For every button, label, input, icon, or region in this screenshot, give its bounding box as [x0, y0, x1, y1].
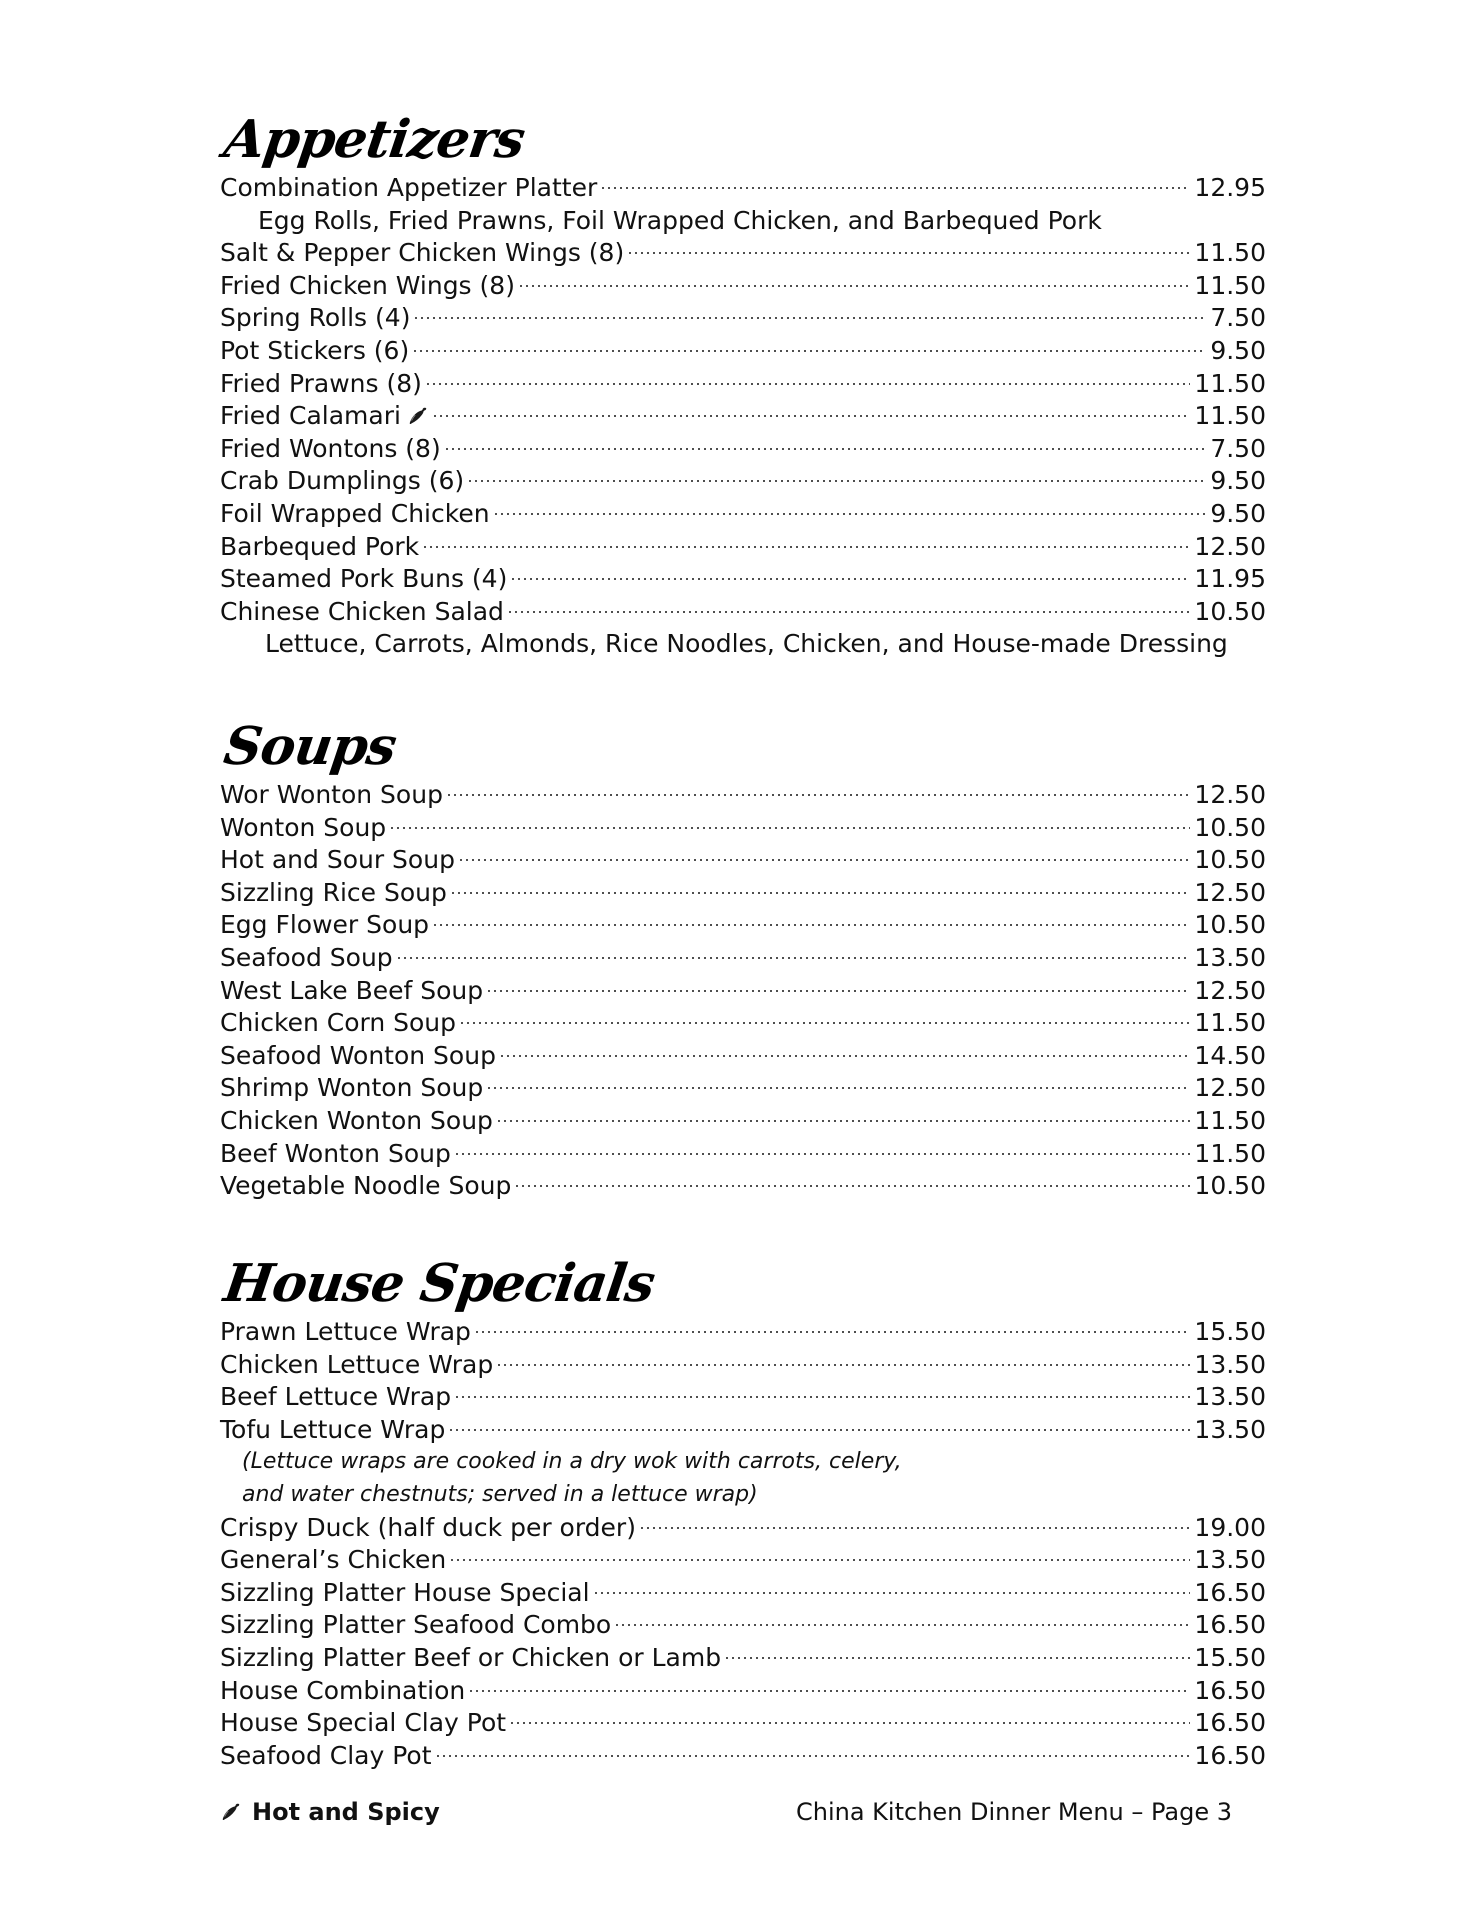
item-price: 16.50: [1194, 1577, 1266, 1607]
item-price: 11.50: [1194, 270, 1266, 300]
item-price: 11.50: [1194, 1138, 1266, 1168]
lettuce-wrap-note: and water chestnuts; served in a lettuce wrap): [242, 1481, 758, 1507]
dot-leader: [444, 448, 1207, 450]
page-label: China Kitchen Dinner Menu – Page 3: [796, 1798, 1232, 1826]
menu-item: [220, 1007, 1266, 1040]
menu-item: [220, 1609, 1266, 1642]
menu-item: [220, 1707, 1266, 1740]
menu-item: [220, 877, 1266, 910]
dot-leader: [593, 1592, 1191, 1594]
item-name: Sizzling Rice Soup: [220, 877, 447, 907]
item-description: Lettuce, Carrots, Almonds, Rice Noodles, Chicken, and House-made Dressing: [265, 629, 1228, 659]
item-price: 13.50: [1194, 1382, 1266, 1412]
item-price: 12.50: [1194, 1073, 1266, 1103]
dot-leader: [454, 1396, 1190, 1398]
dot-leader: [454, 1153, 1191, 1155]
dot-leader: [412, 350, 1206, 352]
item-price: 7.50: [1210, 303, 1266, 333]
item-price: 15.50: [1194, 1317, 1266, 1346]
item-name: Seafood Wonton Soup: [220, 1040, 496, 1070]
item-name: Wor Wonton Soup: [220, 780, 443, 809]
menu-item: [220, 1740, 1266, 1773]
menu-item: [220, 400, 1266, 433]
item-price: 10.50: [1194, 1171, 1266, 1201]
dot-leader: [507, 611, 1191, 613]
dot-leader: [413, 317, 1206, 319]
item-name: Sizzling Platter Beef or Chicken or Lamb: [220, 1642, 722, 1672]
dot-leader: [486, 990, 1190, 992]
dot-leader: [468, 1690, 1190, 1692]
house-specials-list: [220, 1316, 1266, 1772]
menu-item: [220, 844, 1266, 877]
menu-item: [220, 1577, 1266, 1610]
item-price: 12.50: [1194, 975, 1266, 1005]
menu-item: [220, 172, 1266, 205]
page-footer: [220, 1794, 1232, 1830]
item-price: 10.50: [1194, 812, 1266, 842]
dot-leader: [514, 1185, 1190, 1187]
item-price: 10.50: [1194, 845, 1266, 875]
chili-pepper-icon: [407, 405, 429, 427]
dot-leader: [474, 1331, 1190, 1333]
item-name: Chicken Wonton Soup: [220, 1105, 493, 1135]
menu-item: [220, 1105, 1266, 1138]
soups-list: [220, 779, 1266, 1203]
item-name: Shrimp Wonton Soup: [220, 1073, 484, 1103]
item-name: Beef Lettuce Wrap: [220, 1382, 452, 1412]
item-price: 9.50: [1210, 498, 1266, 528]
dot-leader: [496, 1120, 1191, 1122]
item-name: Egg Flower Soup: [220, 910, 430, 940]
item-name: Seafood Soup: [220, 942, 393, 972]
dot-leader: [614, 1624, 1190, 1626]
dot-leader: [458, 859, 1190, 861]
item-name: House Special Clay Pot: [220, 1708, 507, 1738]
menu-item: [220, 1512, 1266, 1545]
item-name: Pot Stickers (6): [220, 335, 410, 365]
dot-leader: [389, 827, 1190, 829]
item-name: Fried Calamari: [220, 400, 429, 433]
item-price: 19.00: [1194, 1512, 1266, 1542]
dot-leader: [518, 285, 1190, 287]
item-name: Fried Prawns (8): [220, 368, 422, 398]
item-name: Chinese Chicken Salad: [220, 596, 504, 626]
dot-leader: [486, 1087, 1190, 1089]
dot-leader: [467, 480, 1206, 482]
dot-leader: [449, 1559, 1190, 1561]
dot-leader: [510, 578, 1190, 580]
dot-leader: [396, 957, 1191, 959]
item-name: Steamed Pork Buns (4): [220, 564, 508, 594]
item-name: General’s Chicken: [220, 1545, 447, 1575]
menu-item: [220, 335, 1266, 368]
item-name: Foil Wrapped Chicken: [220, 498, 490, 528]
menu-item: [220, 1675, 1266, 1708]
dot-leader: [639, 1527, 1190, 1529]
item-name: Spring Rolls (4): [220, 303, 411, 333]
item-name: Tofu Lettuce Wrap: [220, 1414, 446, 1444]
item-price: 7.50: [1210, 433, 1266, 463]
house-specials-section: [220, 1252, 1266, 1772]
menu-item: [220, 1381, 1266, 1414]
dot-leader: [425, 383, 1191, 385]
dot-leader: [496, 1364, 1190, 1366]
item-price: 10.50: [1194, 596, 1266, 626]
item-name: Wonton Soup: [220, 812, 387, 842]
item-name: Vegetable Noodle Soup: [220, 1171, 512, 1201]
dot-leader: [435, 1755, 1191, 1757]
item-name: Beef Wonton Soup: [220, 1138, 451, 1168]
hot-and-spicy-legend: [220, 1794, 440, 1830]
menu-item: [220, 1414, 1266, 1447]
menu-item: [220, 302, 1266, 335]
item-price: 10.50: [1194, 910, 1266, 940]
appetizers-title: Appetizers: [220, 109, 529, 170]
item-price: 13.50: [1194, 1349, 1266, 1379]
menu-item: [220, 1170, 1266, 1203]
dot-leader: [448, 1429, 1190, 1431]
item-price: 11.95: [1194, 564, 1266, 594]
menu-item: [220, 975, 1266, 1008]
menu-item: [220, 1316, 1266, 1349]
item-name: Fried Chicken Wings (8): [220, 270, 515, 300]
item-description: Egg Rolls, Fried Prawns, Foil Wrapped Chicken, and Barbequed Pork: [258, 205, 1102, 235]
item-price: 13.50: [1194, 942, 1266, 972]
item-price: 15.50: [1194, 1642, 1266, 1672]
item-price: 16.50: [1194, 1610, 1266, 1640]
menu-item: [220, 1349, 1266, 1382]
lettuce-wrap-note: (Lettuce wraps are cooked in a dry wok with carrots, celery,: [242, 1449, 902, 1475]
item-price: 16.50: [1194, 1740, 1266, 1770]
dot-leader: [724, 1657, 1190, 1659]
dot-leader: [509, 1722, 1190, 1724]
appetizers-section: [220, 108, 1266, 661]
dot-leader: [499, 1055, 1190, 1057]
item-price: 12.95: [1194, 173, 1266, 202]
menu-item: [220, 1642, 1266, 1675]
item-name: Crab Dumplings (6): [220, 466, 465, 496]
menu-item: [220, 563, 1266, 596]
dot-leader: [432, 415, 1191, 417]
item-name: Sizzling Platter House Special: [220, 1577, 590, 1607]
item-name: Sizzling Platter Seafood Combo: [220, 1610, 612, 1640]
menu-item: [220, 812, 1266, 845]
item-price: 11.50: [1194, 1008, 1266, 1038]
item-name: Prawn Lettuce Wrap: [220, 1317, 471, 1346]
item-name: Barbequed Pork: [220, 531, 420, 561]
menu-item: [220, 942, 1266, 975]
item-price: 11.50: [1194, 238, 1266, 268]
item-price: 12.50: [1194, 780, 1266, 809]
menu-item: [220, 779, 1266, 812]
item-name: Crispy Duck (half duck per order): [220, 1512, 636, 1542]
menu-item: [220, 1072, 1266, 1105]
item-name: Chicken Lettuce Wrap: [220, 1349, 494, 1379]
dot-leader: [446, 794, 1190, 796]
item-price: 9.50: [1210, 335, 1266, 365]
soups-title: Soups: [220, 716, 400, 777]
item-name: House Combination: [220, 1675, 466, 1705]
dot-leader: [627, 252, 1190, 254]
chili-pepper-icon: [220, 1801, 242, 1823]
item-price: 11.50: [1194, 368, 1266, 398]
legend-label: Hot and Spicy: [252, 1798, 440, 1826]
item-name: Hot and Sour Soup: [220, 845, 455, 875]
menu-item: [220, 1040, 1266, 1073]
menu-item: [220, 1138, 1266, 1171]
item-price: 12.50: [1194, 877, 1266, 907]
dot-leader: [600, 187, 1190, 189]
house-specials-title: House Specials: [220, 1253, 659, 1314]
item-name: Seafood Clay Pot: [220, 1740, 432, 1770]
item-name: Fried Wontons (8): [220, 433, 441, 463]
menu-item: [220, 909, 1266, 942]
item-price: 13.50: [1194, 1414, 1266, 1444]
item-price: 14.50: [1194, 1040, 1266, 1070]
item-price: 9.50: [1210, 466, 1266, 496]
item-name: Salt & Pepper Chicken Wings (8): [220, 238, 625, 268]
menu-item: [220, 498, 1266, 531]
dot-leader: [450, 892, 1191, 894]
item-price: 13.50: [1194, 1545, 1266, 1575]
item-price: 16.50: [1194, 1675, 1266, 1705]
menu-item: [220, 433, 1266, 466]
menu-item: [220, 368, 1266, 401]
menu-item: [220, 1544, 1266, 1577]
dot-leader: [432, 924, 1190, 926]
appetizers-list: [220, 172, 1266, 661]
menu-item: [220, 531, 1266, 564]
item-price: 11.50: [1194, 1105, 1266, 1135]
item-name: Chicken Corn Soup: [220, 1008, 457, 1038]
soups-section: [220, 715, 1266, 1203]
item-price: 16.50: [1194, 1708, 1266, 1738]
dot-leader: [459, 1022, 1190, 1024]
item-name: Combination Appetizer Platter: [220, 173, 598, 202]
item-price: 12.50: [1194, 531, 1266, 561]
menu-item: [220, 465, 1266, 498]
menu-item: [220, 596, 1266, 629]
item-price: 11.50: [1194, 401, 1266, 431]
item-name: West Lake Beef Soup: [220, 975, 484, 1005]
dot-leader: [422, 546, 1190, 548]
dot-leader: [493, 513, 1207, 515]
menu-item: [220, 237, 1266, 270]
menu-item: [220, 270, 1266, 303]
